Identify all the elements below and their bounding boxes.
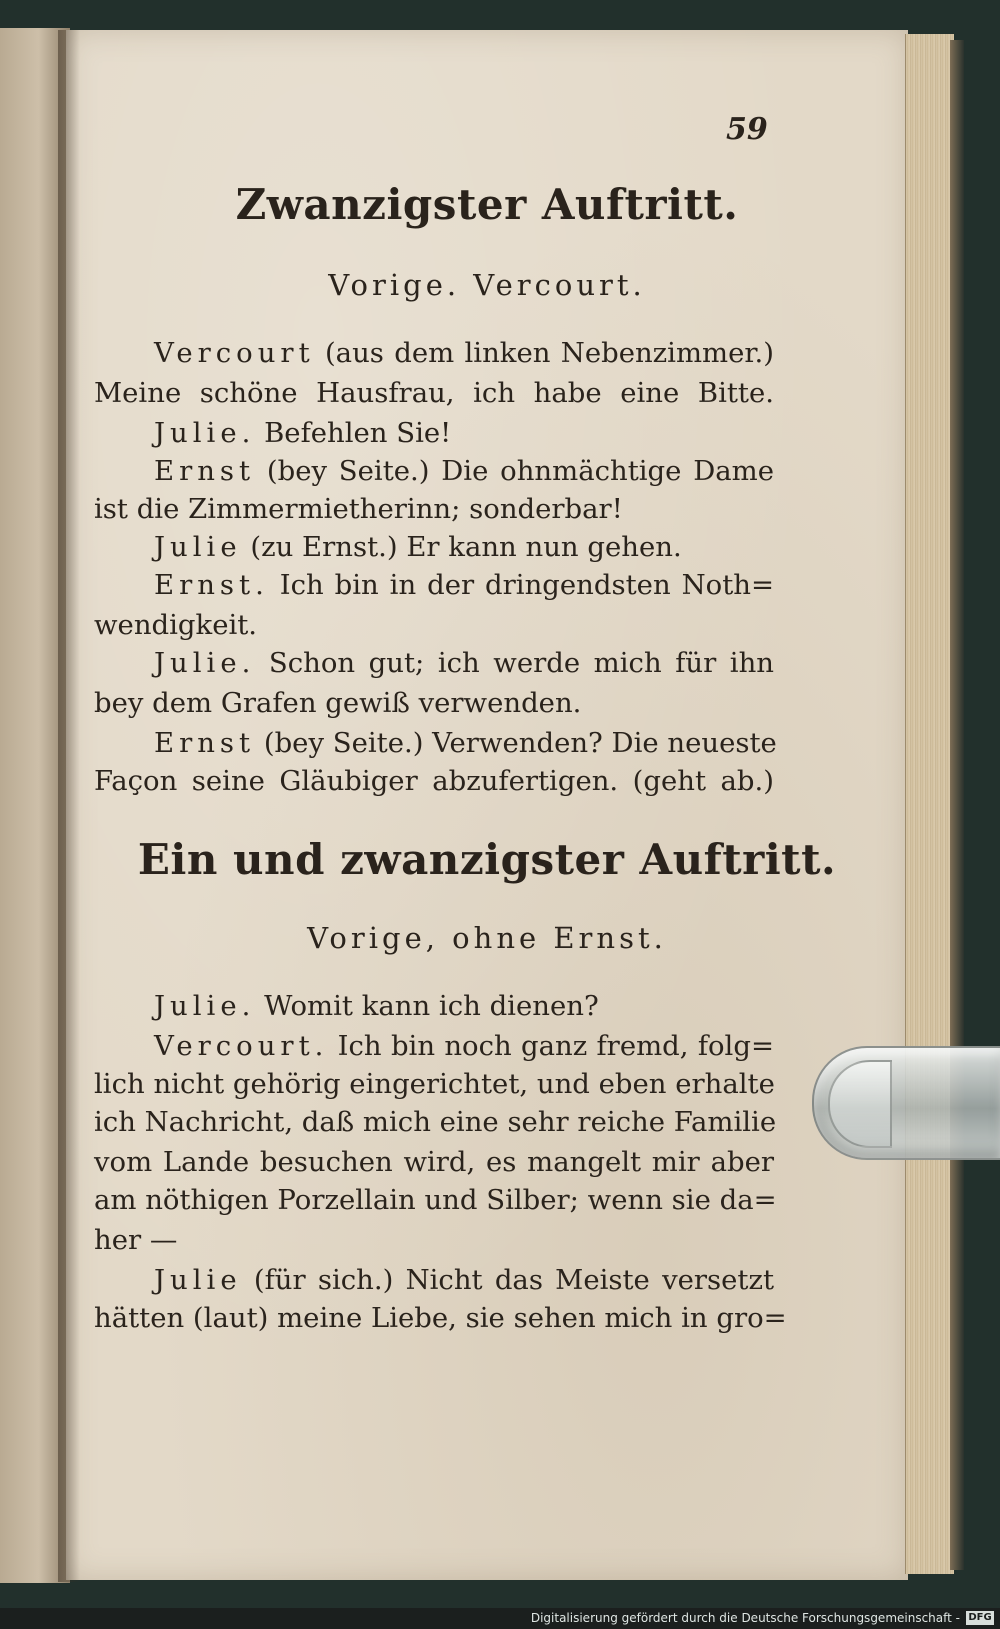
dialogue-line [154,417,774,449]
dialogue-line [154,647,774,679]
speaker-name: Ernst [154,727,256,759]
speaker-name: Vercourt [154,337,315,369]
dialogue-line: her — [94,1224,178,1256]
dialogue-line [154,990,774,1022]
dfg-logo: DFG [966,1611,994,1625]
dialogue-line: ist die Zimmermietherinn; sonderbar! [94,493,623,525]
scene-21-title: Ein und zwanzigster Auftritt. [137,835,837,884]
line-text: (zu Ernst.) Er kann nun gehen. [241,531,682,563]
line-text: (für sich.) Nicht das Meiste versetzt [241,1264,774,1296]
dialogue-line: ich Nachricht, daß mich eine sehr reiche Familie [94,1106,777,1138]
line-text: Ich bin noch ganz fremd, folg= [328,1030,774,1062]
page-fore-edge [905,34,954,1574]
page-clip-inner [828,1060,892,1148]
dialogue-line [154,1264,774,1296]
dialogue-line: vom Lande besuchen wird, es mangelt mir aber [94,1146,774,1178]
dialogue-line: wendigkeit. [94,609,258,641]
footer-credit: Digitalisierung gefördert durch die Deutsche Forschungsgemeinschaft - [530,1611,960,1625]
dialogue-line: lich nicht gehörig eingerichtet, und eben erhalte [94,1068,775,1100]
fore-edge-shadow [950,40,964,1570]
dialogue-line [154,455,774,487]
dialogue-line: bey dem Grafen gewiß verwenden. [94,687,582,719]
dialogue-line: Meine schöne Hausfrau, ich habe eine Bitte. [94,377,774,409]
speaker-name: Julie. [154,647,256,679]
line-text: (bey Seite.) Verwenden? Die neueste [255,727,777,759]
dialogue-line [154,531,774,563]
dialogue-line [154,1030,774,1062]
line-text: Befehlen Sie! [255,417,452,449]
speaker-name: Julie. [154,990,256,1022]
spine-shadow [58,30,80,1582]
page-clip [812,1046,1000,1160]
scene-20-cast: Vorige. Vercourt. [328,268,646,302]
dialogue-line: Façon seine Gläubiger abzufertigen. (geht ab.) [94,765,774,797]
scene-20-title: Zwanzigster Auftritt. [235,180,739,229]
dialogue-line [154,727,777,759]
dialogue-line: am nöthigen Porzellain und Silber; wenn sie da= [94,1184,777,1216]
line-text: Schon gut; ich werde mich für ihn [255,647,774,679]
line-text: Ich bin in der dringendsten Noth= [268,569,774,601]
page-number: 59 [726,112,768,147]
line-text: (aus dem linken Nebenzimmer.) [314,337,774,369]
speaker-name: Julie. [154,417,256,449]
line-text: (bey Seite.) Die ohnmächtige Dame [255,455,774,487]
speaker-name: Julie [154,1264,242,1296]
dialogue-line: hätten (laut) meine Liebe, sie sehen mich in gro= [94,1302,787,1334]
speaker-name: Ernst [154,455,256,487]
speaker-name: Ernst. [154,569,269,601]
book-page [66,30,908,1580]
speaker-name: Julie [154,531,242,563]
scene-21-cast: Vorige, ohne Ernst. [307,921,667,955]
dialogue-line [154,337,774,369]
line-text: Womit kann ich dienen? [255,990,599,1022]
dialogue-line [154,569,774,601]
speaker-name: Vercourt. [154,1030,329,1062]
